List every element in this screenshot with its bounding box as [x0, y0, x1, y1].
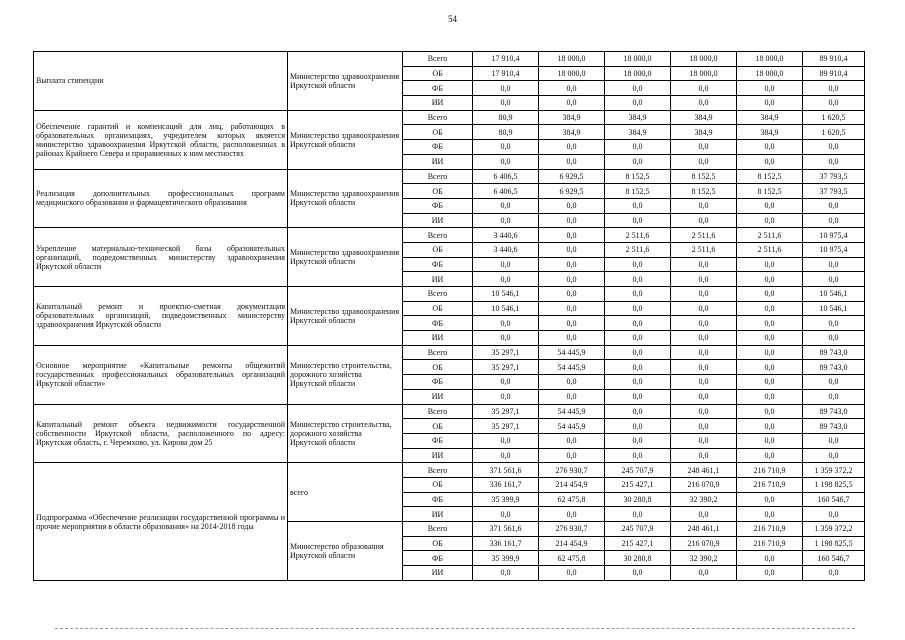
amount-cell: 0,0 [539, 242, 605, 257]
amount-cell: 216 710,9 [737, 536, 803, 551]
funding-source-cell: ИИ [403, 507, 473, 522]
amount-cell: 10 546,1 [473, 287, 539, 302]
amount-cell: 62 475,8 [539, 551, 605, 566]
amount-cell: 0,0 [737, 81, 803, 96]
amount-cell: 0,0 [671, 96, 737, 111]
amount-cell: 384,9 [539, 110, 605, 125]
funding-source-cell: ФБ [403, 257, 473, 272]
amount-cell: 8 152,5 [671, 169, 737, 184]
amount-cell: 32 390,2 [671, 551, 737, 566]
amount-cell: 0,0 [605, 448, 671, 463]
amount-cell: 0,0 [605, 301, 671, 316]
amount-cell: 0,0 [539, 81, 605, 96]
funding-source-cell: Всего [403, 345, 473, 360]
amount-cell: 0,0 [605, 331, 671, 346]
amount-cell: 0,0 [671, 345, 737, 360]
amount-cell: 35 399,9 [473, 492, 539, 507]
amount-cell: 8 152,5 [605, 169, 671, 184]
amount-cell: 0,0 [539, 448, 605, 463]
amount-cell: 1 359 372,2 [803, 522, 865, 537]
amount-cell: 336 161,7 [473, 477, 539, 492]
amount-cell: 0,0 [473, 566, 539, 581]
amount-cell: 0,0 [605, 566, 671, 581]
amount-cell: 0,0 [605, 316, 671, 331]
amount-cell: 214 454,9 [539, 477, 605, 492]
amount-cell: 18 000,0 [737, 52, 803, 67]
amount-cell: 0,0 [737, 316, 803, 331]
funding-source-cell: ФБ [403, 81, 473, 96]
amount-cell: 0,0 [803, 272, 865, 287]
page-bottom-divider [55, 628, 855, 629]
funding-source-cell: ИИ [403, 213, 473, 228]
amount-cell: 0,0 [737, 272, 803, 287]
amount-cell: 1 359 372,2 [803, 463, 865, 478]
amount-cell: 0,0 [605, 404, 671, 419]
table-row [34, 463, 865, 478]
amount-cell: 216 070,9 [671, 477, 737, 492]
funding-source-cell: Всего [403, 522, 473, 537]
executor-cell: Министерство здравоохранения Иркутской области [288, 287, 403, 346]
amount-cell: 0,0 [539, 257, 605, 272]
amount-cell: 0,0 [539, 301, 605, 316]
funding-source-cell: Всего [403, 404, 473, 419]
amount-cell: 0,0 [737, 375, 803, 390]
amount-cell: 0,0 [737, 433, 803, 448]
amount-cell: 0,0 [737, 213, 803, 228]
amount-cell: 0,0 [605, 345, 671, 360]
amount-cell: 8 152,5 [737, 169, 803, 184]
measure-name-cell: Выплата стипендии [34, 52, 288, 111]
amount-cell: 0,0 [671, 257, 737, 272]
amount-cell: 0,0 [671, 389, 737, 404]
amount-cell: 37 793,5 [803, 184, 865, 199]
amount-cell: 17 910,4 [473, 66, 539, 81]
amount-cell: 35 297,1 [473, 360, 539, 375]
amount-cell: 216 710,9 [737, 477, 803, 492]
amount-cell: 32 390,2 [671, 492, 737, 507]
amount-cell: 0,0 [737, 257, 803, 272]
amount-cell: 0,0 [803, 96, 865, 111]
amount-cell: 80,9 [473, 110, 539, 125]
amount-cell: 0,0 [803, 198, 865, 213]
amount-cell: 0,0 [473, 389, 539, 404]
amount-cell: 371 561,6 [473, 463, 539, 478]
amount-cell: 3 440,6 [473, 228, 539, 243]
amount-cell: 30 280,8 [605, 551, 671, 566]
amount-cell: 2 511,6 [605, 242, 671, 257]
amount-cell: 3 440,6 [473, 242, 539, 257]
funding-source-cell: ИИ [403, 389, 473, 404]
executor-cell: всего [288, 463, 403, 522]
amount-cell: 0,0 [605, 389, 671, 404]
table-row [34, 110, 865, 125]
amount-cell: 0,0 [473, 154, 539, 169]
amount-cell: 18 000,0 [605, 52, 671, 67]
amount-cell: 248 461,1 [671, 522, 737, 537]
amount-cell: 0,0 [473, 448, 539, 463]
funding-source-cell: ФБ [403, 316, 473, 331]
funding-source-cell: ФБ [403, 433, 473, 448]
amount-cell: 384,9 [605, 110, 671, 125]
amount-cell: 0,0 [737, 389, 803, 404]
amount-cell: 0,0 [605, 272, 671, 287]
funding-source-cell: ОБ [403, 301, 473, 316]
amount-cell: 6 406,5 [473, 184, 539, 199]
funding-source-cell: Всего [403, 287, 473, 302]
amount-cell: 0,0 [737, 566, 803, 581]
executor-cell: Министерство строительства, дорожного хозяйства Иркутской области [288, 404, 403, 463]
amount-cell: 0,0 [737, 198, 803, 213]
amount-cell: 0,0 [737, 345, 803, 360]
amount-cell: 0,0 [473, 331, 539, 346]
funding-source-cell: ОБ [403, 66, 473, 81]
amount-cell: 215 427,1 [605, 477, 671, 492]
measure-name-cell: Реализация дополнительных профессиональных программ медицинского образования и фармацевтического образования [34, 169, 288, 228]
amount-cell: 1 620,5 [803, 110, 865, 125]
amount-cell: 336 161,7 [473, 536, 539, 551]
amount-cell: 0,0 [539, 140, 605, 155]
amount-cell: 18 000,0 [539, 66, 605, 81]
amount-cell: 0,0 [803, 213, 865, 228]
amount-cell: 245 707,9 [605, 463, 671, 478]
amount-cell: 0,0 [737, 301, 803, 316]
amount-cell: 2 511,6 [737, 228, 803, 243]
amount-cell: 0,0 [803, 316, 865, 331]
funding-source-cell: ИИ [403, 96, 473, 111]
amount-cell: 0,0 [671, 301, 737, 316]
amount-cell: 216 070,9 [671, 536, 737, 551]
amount-cell: 6 406,5 [473, 169, 539, 184]
amount-cell: 0,0 [671, 360, 737, 375]
amount-cell: 0,0 [539, 507, 605, 522]
amount-cell: 0,0 [539, 213, 605, 228]
amount-cell: 62 475,8 [539, 492, 605, 507]
amount-cell: 0,0 [539, 316, 605, 331]
amount-cell: 1 198 825,5 [803, 477, 865, 492]
funding-source-cell: ФБ [403, 551, 473, 566]
amount-cell: 80,9 [473, 125, 539, 140]
amount-cell: 384,9 [737, 110, 803, 125]
amount-cell: 18 000,0 [671, 52, 737, 67]
amount-cell: 0,0 [473, 81, 539, 96]
funding-source-cell: ИИ [403, 154, 473, 169]
amount-cell: 0,0 [671, 81, 737, 96]
amount-cell: 0,0 [605, 213, 671, 228]
amount-cell: 18 000,0 [605, 66, 671, 81]
funding-source-cell: ИИ [403, 331, 473, 346]
funding-source-cell: ОБ [403, 125, 473, 140]
executor-cell: Министерство образования Иркутской области [288, 522, 403, 581]
amount-cell: 214 454,9 [539, 536, 605, 551]
amount-cell: 0,0 [737, 360, 803, 375]
amount-cell: 384,9 [737, 125, 803, 140]
amount-cell: 89 743,0 [803, 419, 865, 434]
amount-cell: 35 399,9 [473, 551, 539, 566]
amount-cell: 0,0 [671, 213, 737, 228]
funding-source-cell: ОБ [403, 477, 473, 492]
amount-cell: 384,9 [671, 110, 737, 125]
amount-cell: 384,9 [539, 125, 605, 140]
amount-cell: 10 546,1 [803, 287, 865, 302]
amount-cell: 0,0 [473, 96, 539, 111]
amount-cell: 0,0 [539, 96, 605, 111]
amount-cell: 0,0 [671, 272, 737, 287]
funding-source-cell: ИИ [403, 448, 473, 463]
amount-cell: 0,0 [473, 257, 539, 272]
amount-cell: 0,0 [671, 287, 737, 302]
amount-cell: 0,0 [539, 198, 605, 213]
amount-cell: 0,0 [671, 433, 737, 448]
amount-cell: 89 743,0 [803, 345, 865, 360]
amount-cell: 0,0 [737, 448, 803, 463]
funding-source-cell: ОБ [403, 242, 473, 257]
amount-cell: 371 561,6 [473, 522, 539, 537]
amount-cell: 10 546,1 [803, 301, 865, 316]
table-row [34, 52, 865, 67]
amount-cell: 0,0 [473, 507, 539, 522]
amount-cell: 160 546,7 [803, 551, 865, 566]
funding-source-cell: Всего [403, 52, 473, 67]
amount-cell: 2 511,6 [671, 242, 737, 257]
measure-name-cell: Капитальный ремонт и проектно-сметная документация образовательных организаций, подведомственных министерству здравоохранения Иркутской области [34, 287, 288, 346]
amount-cell: 10 975,4 [803, 228, 865, 243]
amount-cell: 0,0 [539, 228, 605, 243]
amount-cell: 0,0 [605, 507, 671, 522]
table-row [34, 169, 865, 184]
amount-cell: 0,0 [803, 154, 865, 169]
executor-cell: Министерство здравоохранения Иркутской области [288, 169, 403, 228]
amount-cell: 0,0 [473, 198, 539, 213]
amount-cell: 0,0 [803, 257, 865, 272]
amount-cell: 0,0 [671, 507, 737, 522]
amount-cell: 54 445,9 [539, 345, 605, 360]
amount-cell: 35 297,1 [473, 404, 539, 419]
measure-name-cell: Укрепление материально-технической базы образовательных организаций, подведомственных министерству здравоохранения Иркутской области [34, 228, 288, 287]
amount-cell: 0,0 [539, 272, 605, 287]
amount-cell: 0,0 [803, 331, 865, 346]
amount-cell: 384,9 [671, 125, 737, 140]
amount-cell: 248 461,1 [671, 463, 737, 478]
funding-source-cell: ОБ [403, 184, 473, 199]
amount-cell: 0,0 [671, 404, 737, 419]
amount-cell: 89 743,0 [803, 404, 865, 419]
funding-source-cell: ИИ [403, 272, 473, 287]
budget-table [33, 51, 865, 581]
amount-cell: 1 620,5 [803, 125, 865, 140]
amount-cell: 0,0 [473, 272, 539, 287]
amount-cell: 276 930,7 [539, 522, 605, 537]
amount-cell: 54 445,9 [539, 360, 605, 375]
amount-cell: 30 280,8 [605, 492, 671, 507]
amount-cell: 0,0 [671, 375, 737, 390]
amount-cell: 0,0 [671, 419, 737, 434]
amount-cell: 6 929,5 [539, 169, 605, 184]
amount-cell: 0,0 [539, 566, 605, 581]
amount-cell: 8 152,5 [605, 184, 671, 199]
amount-cell: 384,9 [605, 125, 671, 140]
amount-cell: 215 427,1 [605, 536, 671, 551]
amount-cell: 54 445,9 [539, 419, 605, 434]
amount-cell: 0,0 [605, 433, 671, 448]
amount-cell: 0,0 [671, 448, 737, 463]
amount-cell: 89 743,0 [803, 360, 865, 375]
amount-cell: 8 152,5 [737, 184, 803, 199]
funding-source-cell: Всего [403, 169, 473, 184]
amount-cell: 0,0 [605, 287, 671, 302]
amount-cell: 0,0 [539, 375, 605, 390]
amount-cell: 89 910,4 [803, 52, 865, 67]
amount-cell: 0,0 [473, 375, 539, 390]
amount-cell: 0,0 [605, 257, 671, 272]
amount-cell: 10 975,4 [803, 242, 865, 257]
table-row [34, 287, 865, 302]
amount-cell: 0,0 [539, 287, 605, 302]
amount-cell: 0,0 [737, 140, 803, 155]
amount-cell: 0,0 [737, 287, 803, 302]
amount-cell: 0,0 [473, 213, 539, 228]
amount-cell: 0,0 [605, 360, 671, 375]
amount-cell: 0,0 [473, 316, 539, 331]
amount-cell: 0,0 [737, 551, 803, 566]
amount-cell: 0,0 [803, 433, 865, 448]
amount-cell: 0,0 [539, 331, 605, 346]
table-row [34, 404, 865, 419]
amount-cell: 0,0 [539, 389, 605, 404]
amount-cell: 0,0 [671, 331, 737, 346]
amount-cell: 8 152,5 [671, 184, 737, 199]
amount-cell: 0,0 [605, 140, 671, 155]
amount-cell: 0,0 [605, 419, 671, 434]
amount-cell: 18 000,0 [539, 52, 605, 67]
subprogram-name-cell: Подпрограмма «Обеспечение реализации государственной программы и прочие мероприятия в области образования» на 2014-2018 годы [34, 463, 288, 581]
amount-cell: 0,0 [803, 140, 865, 155]
amount-cell: 276 930,7 [539, 463, 605, 478]
executor-cell: Министерство здравоохранения Иркутской области [288, 110, 403, 169]
executor-cell: Министерство строительства, дорожного хозяйства Иркутской области [288, 345, 403, 404]
funding-source-cell: ОБ [403, 360, 473, 375]
amount-cell: 54 445,9 [539, 404, 605, 419]
executor-cell: Министерство здравоохранения Иркутской области [288, 228, 403, 287]
amount-cell: 160 546,7 [803, 492, 865, 507]
amount-cell: 0,0 [803, 566, 865, 581]
amount-cell: 0,0 [671, 566, 737, 581]
amount-cell: 0,0 [671, 198, 737, 213]
amount-cell: 35 297,1 [473, 345, 539, 360]
amount-cell: 0,0 [539, 154, 605, 169]
amount-cell: 216 710,9 [737, 463, 803, 478]
amount-cell: 245 707,9 [605, 522, 671, 537]
amount-cell: 0,0 [539, 433, 605, 448]
amount-cell: 35 297,1 [473, 419, 539, 434]
amount-cell: 2 511,6 [737, 242, 803, 257]
measure-name-cell: Обеспечение гарантий и компенсаций для лиц, работающих в образовательных организациях, учредителем которых является министерство здравоохранения Иркутской области, расположенных в районах Крайнего Севера и приравненных к ним местностях [34, 110, 288, 169]
funding-source-cell: ИИ [403, 566, 473, 581]
amount-cell: 0,0 [737, 507, 803, 522]
amount-cell: 0,0 [605, 154, 671, 169]
amount-cell: 2 511,6 [605, 228, 671, 243]
funding-source-cell: ФБ [403, 140, 473, 155]
funding-source-cell: ФБ [403, 375, 473, 390]
amount-cell: 0,0 [803, 389, 865, 404]
table-row [34, 345, 865, 360]
funding-source-cell: Всего [403, 463, 473, 478]
measure-name-cell: Основное мероприятие «Капитальные ремонты общежитий государственных профессиональных образовательных организаций Иркутской области» [34, 345, 288, 404]
amount-cell: 0,0 [671, 140, 737, 155]
page-number: 54 [448, 14, 457, 24]
amount-cell: 0,0 [737, 404, 803, 419]
executor-cell: Министерство здравоохранения Иркутской области [288, 52, 403, 111]
amount-cell: 37 793,5 [803, 169, 865, 184]
amount-cell: 89 910,4 [803, 66, 865, 81]
amount-cell: 216 710,9 [737, 522, 803, 537]
amount-cell: 17 910,4 [473, 52, 539, 67]
amount-cell: 0,0 [803, 81, 865, 96]
amount-cell: 0,0 [737, 331, 803, 346]
amount-cell: 10 546,1 [473, 301, 539, 316]
amount-cell: 0,0 [737, 96, 803, 111]
amount-cell: 6 929,5 [539, 184, 605, 199]
funding-source-cell: Всего [403, 228, 473, 243]
amount-cell: 0,0 [605, 81, 671, 96]
funding-source-cell: Всего [403, 110, 473, 125]
amount-cell: 0,0 [737, 492, 803, 507]
amount-cell: 0,0 [671, 316, 737, 331]
measure-name-cell: Капитальный ремонт объекта недвижимости государственной собственности Иркутской области, расположенного по адресу: Иркутская область, г. Черемхово, ул. Кирова дом 25 [34, 404, 288, 463]
amount-cell: 0,0 [605, 96, 671, 111]
amount-cell: 0,0 [605, 375, 671, 390]
funding-source-cell: ФБ [403, 492, 473, 507]
funding-source-cell: ФБ [403, 198, 473, 213]
amount-cell: 0,0 [473, 433, 539, 448]
amount-cell: 0,0 [671, 154, 737, 169]
amount-cell: 1 198 825,5 [803, 536, 865, 551]
funding-source-cell: ОБ [403, 419, 473, 434]
amount-cell: 0,0 [803, 375, 865, 390]
amount-cell: 0,0 [605, 198, 671, 213]
funding-source-cell: ОБ [403, 536, 473, 551]
amount-cell: 0,0 [737, 154, 803, 169]
amount-cell: 18 000,0 [737, 66, 803, 81]
amount-cell: 18 000,0 [671, 66, 737, 81]
amount-cell: 2 511,6 [671, 228, 737, 243]
table-row [34, 228, 865, 243]
amount-cell: 0,0 [803, 507, 865, 522]
amount-cell: 0,0 [803, 448, 865, 463]
amount-cell: 0,0 [737, 419, 803, 434]
amount-cell: 0,0 [473, 140, 539, 155]
